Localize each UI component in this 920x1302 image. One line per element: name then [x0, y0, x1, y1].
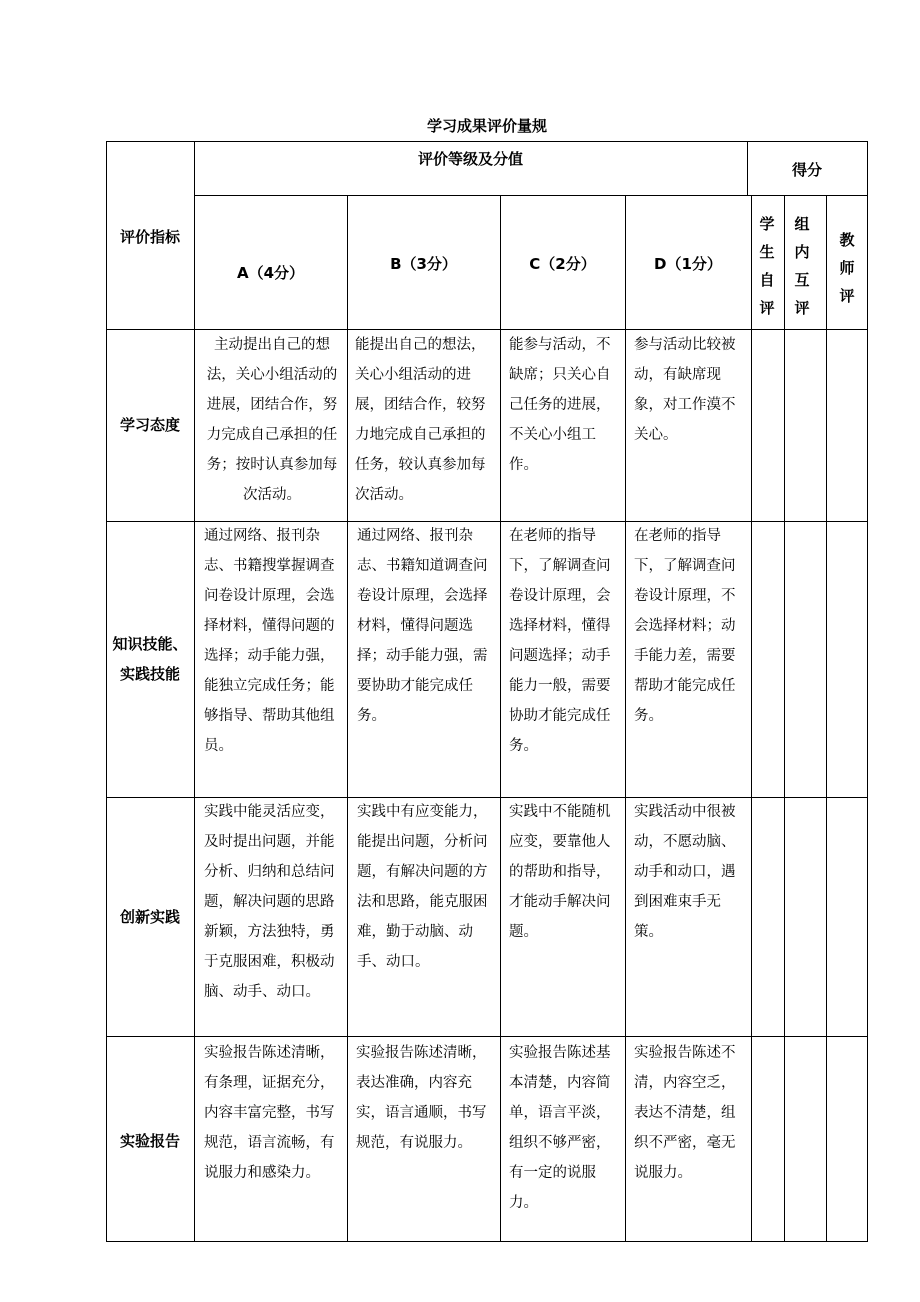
- header-grade-a: A（4分）: [236, 264, 305, 282]
- row-name-skills: 知识技能、实践技能: [112, 635, 188, 683]
- table-border-top: [106, 141, 868, 142]
- cell-attitude-b: 能提出自己的想法，关心小组活动的进展，团结合作，较努力地完成自己承担的任务，较认真参加每次活动。: [355, 337, 486, 503]
- col-border: [784, 195, 785, 1242]
- cell-innovation-d: 实践活动中很被动，不愿动脑、动手和动口，遇到困难束手无策。: [634, 804, 736, 940]
- header-divider: [194, 195, 868, 196]
- cell-report-b: 实验报告陈述清晰，表达准确，内容充实，语言通顺，书写规范，有说服力。: [356, 1045, 487, 1151]
- cell-innovation-a: 实践中能灵活应变，及时提出问题，并能分析、归纳和总结问题，解决问题的思路新颖，方法独特，勇于克服困难，积极动脑、动手、动口。: [204, 804, 335, 1000]
- col-border: [347, 195, 348, 1242]
- col-border: [867, 141, 868, 1242]
- cell-attitude-c: 能参与活动，不缺席；只关心自己任务的进展，不关心小组工作。: [509, 337, 611, 473]
- header-grade-d: D（1分）: [654, 255, 722, 273]
- col-border: [500, 195, 501, 1242]
- cell-attitude-a: 主动提出自己的想法，关心小组活动的进展，团结合作，努力完成自己承担的任务；按时认真参加每次活动。: [206, 337, 338, 503]
- row-name-report: 实验报告: [119, 1132, 180, 1150]
- col-border: [751, 195, 752, 1242]
- col-border: [194, 141, 195, 1242]
- cell-innovation-c: 实践中不能随机应变，要靠他人的帮助和指导，才能动手解决问题。: [509, 804, 611, 940]
- row-divider: [106, 1036, 868, 1037]
- header-self-eval: 学生自评: [759, 215, 775, 317]
- row-name-attitude: 学习态度: [119, 416, 180, 434]
- header-peer-eval: 组内互评: [794, 215, 810, 317]
- cell-skills-c: 在老师的指导下，了解调查问卷设计原理，会选择材料，懂得问题选择；动手能力一般，需要协助才能完成任务。: [509, 528, 611, 754]
- col-border: [625, 195, 626, 1242]
- cell-report-d: 实验报告陈述不清，内容空乏，表达不清楚，组织不严密，毫无说服力。: [634, 1045, 736, 1181]
- header-grade-b: B（3分）: [390, 255, 457, 273]
- col-border: [106, 141, 107, 1242]
- cell-skills-d: 在老师的指导下，了解调查问卷设计原理，不会选择材料；动手能力差，需要帮助才能完成任务。: [634, 528, 736, 724]
- cell-skills-a: 通过网络、报刊杂志、书籍搜掌握调查问卷设计原理，会选择材料，懂得问题的选择；动手能力强，能独立完成任务；能够指导、帮助其他组员。: [204, 528, 335, 754]
- header-indicator: 评价指标: [119, 228, 180, 246]
- header-teacher-eval: 教师评: [839, 231, 855, 305]
- header-grades-group: 评价等级及分值: [417, 150, 523, 168]
- table-border-bottom: [106, 1241, 868, 1242]
- cell-report-c: 实验报告陈述基本清楚，内容简单，语言平淡，组织不够严密，有一定的说服力。: [509, 1045, 611, 1211]
- cell-skills-b: 通过网络、报刊杂志、书籍知道调查问卷设计原理，会选择材料，懂得问题选择；动手能力强，需要协助才能完成任务。: [357, 528, 488, 724]
- cell-attitude-d: 参与活动比较被动，有缺席现象，对工作漠不关心。: [634, 337, 736, 443]
- header-grade-c: C（2分）: [529, 255, 596, 273]
- cell-report-a: 实验报告陈述清晰，有条理，证据充分，内容丰富完整，书写规范，语言流畅，有说服力和感染力。: [204, 1045, 335, 1181]
- cell-innovation-b: 实践中有应变能力，能提出问题，分析问题，有解决问题的方法和思路，能克服困难，勤于动脑、动手、动口。: [357, 804, 488, 970]
- col-border: [826, 195, 827, 1242]
- row-name-innovation: 创新实践: [119, 908, 180, 926]
- page-title: 学习成果评价量规: [426, 117, 547, 135]
- header-score-group: 得分: [791, 161, 822, 179]
